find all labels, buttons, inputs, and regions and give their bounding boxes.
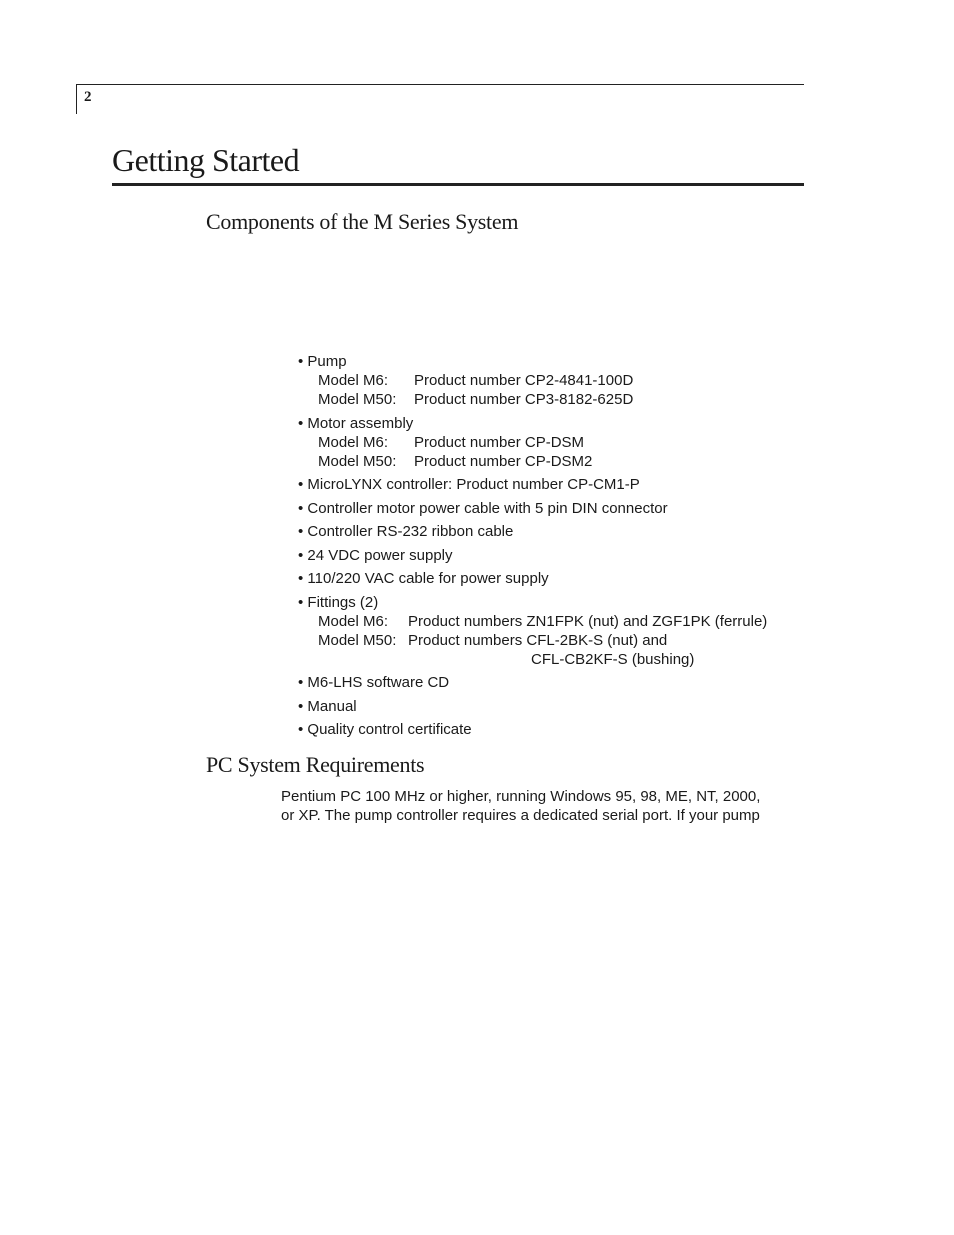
- model-label: Model M6:: [318, 372, 389, 389]
- product-number: CFL-CB2KF-S (bushing): [531, 650, 695, 668]
- product-number: Product numbers ZN1FPK (nut) and ZGF1PK (ferrule): [408, 612, 768, 630]
- list-item-label: • Motor assembly: [298, 414, 414, 432]
- list-item-motor-assembly: [298, 414, 818, 471]
- components-heading: Components of the M Series System: [206, 209, 519, 234]
- pc-requirements-body: [281, 787, 801, 825]
- list-item-label: • Fittings (2): [298, 593, 379, 611]
- body-line: or XP. The pump controller requires a dedicated serial port. If your pump: [281, 807, 760, 824]
- model-label: Model M50:: [318, 631, 397, 649]
- page-number: 2: [84, 89, 92, 105]
- list-item-pump: [298, 352, 818, 409]
- model-line: [298, 433, 818, 452]
- model-line: [298, 390, 818, 409]
- model-label: Model M6:: [318, 433, 389, 451]
- header-tick: [76, 84, 77, 114]
- model-line: [298, 371, 818, 390]
- list-item-vac-cable: • 110/220 VAC cable for power supply: [298, 570, 549, 587]
- components-list: [298, 352, 818, 744]
- product-number: Product number CP3-8182-625D: [414, 391, 634, 408]
- header-rule: [76, 84, 804, 85]
- list-item-label: • Pump: [298, 353, 347, 370]
- model-label: Model M50:: [318, 391, 397, 408]
- list-item-software-cd: • M6-LHS software CD: [298, 674, 450, 691]
- product-number: Product number CP2-4841-100D: [414, 372, 634, 389]
- list-item-manual: • Manual: [298, 697, 357, 715]
- model-line: [298, 612, 818, 631]
- list-item-controller: • MicroLYNX controller: Product number CP-CM1-P: [298, 476, 640, 493]
- chapter-title: Getting Started: [112, 142, 300, 178]
- model-line: [298, 452, 818, 471]
- body-line: Pentium PC 100 MHz or higher, running Windows 95, 98, ME, NT, 2000,: [281, 788, 761, 805]
- product-number: Product number CP-DSM2: [414, 452, 593, 470]
- model-label: Model M6:: [318, 612, 389, 630]
- list-item-power-supply: • 24 VDC power supply: [298, 546, 453, 564]
- list-item-qc-certificate: • Quality control certificate: [298, 721, 472, 738]
- pc-requirements-heading: PC System Requirements: [206, 752, 425, 777]
- list-item-fittings: [298, 593, 818, 669]
- model-line: [298, 650, 818, 669]
- list-item-ribbon-cable: • Controller RS-232 ribbon cable: [298, 523, 514, 540]
- title-rule: [112, 183, 804, 186]
- model-line: [298, 631, 818, 650]
- product-number: Product numbers CFL-2BK-S (nut) and: [408, 631, 668, 649]
- list-item-motor-power-cable: • Controller motor power cable with 5 pin DIN connector: [298, 499, 668, 517]
- product-number: Product number CP-DSM: [414, 433, 585, 451]
- model-label: Model M50:: [318, 452, 397, 470]
